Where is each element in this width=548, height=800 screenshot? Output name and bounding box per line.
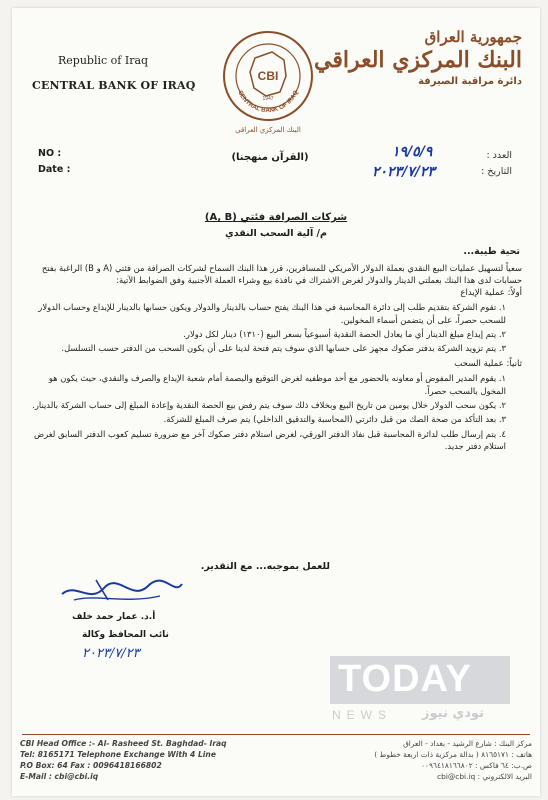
today-news-watermark (330, 656, 518, 736)
section1-item: ٢. يتم إيداع مبلغ الدينار أي ما يعادل الحصة النقدية أسبوعياً بسعر البيع (١٣١٠) دينار لكل دولار. (183, 329, 506, 340)
section2-item: ٣. بعد التأكد من صحة الصك من قبل دائرتي (المحاسبة والتدقيق الداخلي) يتم صرف المبلغ للشركة. (163, 414, 506, 425)
footer-ar-line: هاتف : ٨١٦٥١٧١ ( بدالة مركزية ذات اربعة خطوط ) (374, 750, 532, 759)
letterhead-ar-bank: البنك المركزي العراقي (314, 47, 522, 73)
footer-en-line: Tel: 8165171 Telephone Exchange With 4 Line (20, 750, 216, 759)
section2-item: ٤. يتم إرسال طلب لدائرة المحاسبة قبل نفاذ الدفتر الورقي، لغرض استلام دفتر صكوك آخر مع ضرورة تسليم كعوب الدفتر السابق لغرض استلام دفتر جديد. (33, 428, 506, 452)
no-label: NO : (38, 148, 62, 159)
intro-paragraph: سعياً لتسهيل عمليات البيع النقدي بعملة الدولار الأمريكي للمسافرين، قرر هذا البنك السماح لشركات الصرافة من فئتي (A و B) الراغبة بفتح حسابات لدى هذا البنك بعملتي الدينار والدولار لغرض الاشتراك في نافذة بيع وشراء العملة الأجنبية وفق الضوابط الآتية: (41, 263, 522, 286)
watermark-news: NEWS (332, 708, 392, 722)
reference-date: ٢٠٢٣/٧/٢٣ (372, 164, 435, 180)
seal-subtitle: البنك المركزي العراقي (235, 126, 301, 134)
motto: (القرآن منهجنا) (231, 152, 309, 163)
footer-en-line: P.O Box: 64 Fax : 0096418166802 (20, 761, 162, 770)
reference-labels-en (38, 146, 70, 178)
section1-item: ٣. يتم تزويد الشركة بدفتر صكوك مجهز على حسابها الذي سوف يتم فتحة لدينا على أن يكون السحب من الدفتر حسب التسلسل. (61, 343, 506, 354)
footer-ar-line: مركز البنك : شارع الرشيد - بغداد - العراق (403, 739, 532, 748)
footer-ar-line: ص.ب: ٦٤ فاكس : ٠٠٩٦٤١٨١٦٦٨٠٢ (421, 761, 532, 770)
reference-labels-ar (481, 148, 512, 180)
section2-item: ١. يقوم المدير المفوض أو معاونه بالحضور مع أحد موظفيه لغرض التوقيع والبصمة أمام شعبة الإيداع والصرف والنقدي، حيث يكون هو المخول بالسحب حصراً. (48, 373, 506, 396)
signatory-title: نائب المحافظ وكالة (82, 630, 169, 640)
greeting: تحية طيبة... (463, 246, 520, 257)
handwritten-signature (56, 574, 186, 614)
closing-line: للعمل بموجبه... مع التقدير. (200, 561, 330, 572)
letterhead-ar-department: دائرة مراقبة الصيرفة (418, 76, 522, 87)
footer-ar-line: البريد الالكتروني : cbi@cbi.iq (437, 772, 532, 781)
footer-divider (22, 734, 530, 735)
letterhead-english (32, 54, 196, 92)
signatory-name: أ.د. عمار حمد خلف (72, 612, 156, 622)
seal-ring-text: CENTRAL BANK OF IRAQ (236, 89, 300, 115)
letter-body (30, 262, 522, 453)
section1-title: أولاً: عملية الإيداع (460, 287, 522, 298)
footer-en-line: CBI Head Office :- Al- Rasheed St. Baghdad- Iraq (20, 739, 227, 748)
footer-en-line: E-Mail : cbi@cbi.iq (20, 772, 99, 781)
seal-abbr: CBI (257, 69, 279, 83)
footer-english (20, 738, 227, 782)
letterhead-en-bank: CENTRAL BANK OF IRAQ (32, 79, 196, 92)
cbi-seal-logo (222, 30, 314, 122)
section2-title: ثانياً: عملية السحب (454, 358, 522, 369)
section1-item: ١. تقوم الشركة بتقديم طلب إلى دائرة المحاسبة في هذا البنك يفتح حساب بالدينار والدولار ويكون حسابها بالدينار للإيداع وحساب الدولار للسحب حصراً، على أن يتضمن أسماء المخولين. (38, 302, 506, 325)
signature-date: ٢٠٢٣/٧/٢٣ (82, 646, 140, 661)
section2-item: ٢. يكون سحب الدولار خلال يومين من تاريخ البيع وبخلاف ذلك سوف يتم رفض بيع الحصة النقدية وإعادة المبلغ إلى حساب الشركة بالدينار. (32, 400, 506, 411)
no-label-ar: العدد : (486, 150, 512, 161)
addressee-title: شركات الصرافة فئتي (A, B) (204, 212, 348, 223)
watermark-brand-ar: تودي نيوز (422, 706, 484, 721)
reference-number: ١٩/٥/٩ (392, 144, 433, 160)
watermark-brand: TODAY (338, 658, 472, 700)
seal-year: 1947 (262, 96, 274, 102)
letterhead-ar-country: جمهورية العراق (424, 28, 522, 46)
footer-arabic (374, 738, 532, 782)
subject-line: م/ آلية السحب النقدي (225, 228, 327, 239)
letter-page (12, 8, 540, 796)
date-label-ar: التاريخ : (481, 166, 512, 177)
date-label: Date : (38, 164, 71, 175)
letterhead-en-country: Republic of Iraq (58, 54, 149, 67)
letterhead-arabic (314, 28, 522, 87)
